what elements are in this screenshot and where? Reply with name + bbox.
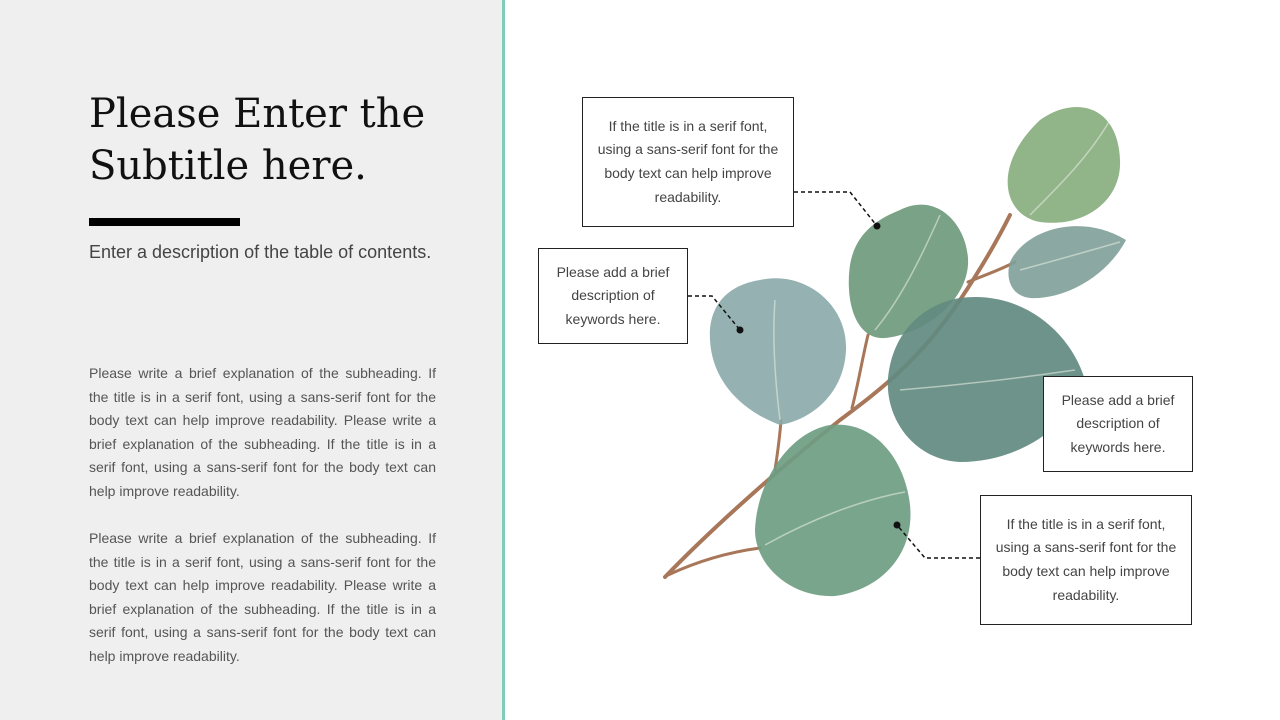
connector-dot-1 — [874, 223, 881, 230]
connector-dot-4 — [894, 522, 901, 529]
mid-stem — [852, 335, 868, 408]
callout-text-1: If the title is in a serif font, using a sans-serif font for the body text can help improve readability. — [597, 117, 779, 205]
body-paragraph-2: Please write a brief explanation of the subheading. If the title is in a serif font, using a sans-serif font for the body text can help improve readability. Please write a brief explanation of the subheading. If the title is in a serif font, using a sans-serif font for the body text can help improve readability. — [89, 530, 436, 664]
connector-dot-2 — [737, 327, 744, 334]
body-paragraph-1: Please write a brief explanation of the subheading. If the title is in a serif font, using a sans-serif font for the body text can help improve readability. Please write a brief explanation of the subheading. If the title is in a serif font, using a sans-serif font for the body text can help improve readability. — [89, 365, 436, 499]
callout-box-4 — [980, 495, 1192, 625]
title-line-2: Subtitle here. — [89, 143, 367, 189]
callout-text-3: Please add a brief description of keywords here. — [1061, 391, 1175, 455]
leaf-upper-right — [1008, 226, 1126, 298]
callout-box-1 — [582, 97, 794, 227]
callout-text-4: If the title is in a serif font, using a sans-serif font for the body text can help improve readability. — [995, 515, 1177, 603]
right-stem — [968, 262, 1015, 282]
title-line-1: Please Enter the — [89, 91, 426, 137]
callout-box-2 — [538, 248, 688, 344]
connector-4 — [897, 525, 980, 558]
callout-box-3 — [1043, 376, 1193, 472]
contents-description: Enter a description of the table of contents. — [89, 242, 432, 262]
connector-1 — [794, 192, 877, 226]
callout-text-2: Please add a brief description of keywords here. — [556, 263, 670, 327]
leaf-top — [1008, 107, 1120, 223]
